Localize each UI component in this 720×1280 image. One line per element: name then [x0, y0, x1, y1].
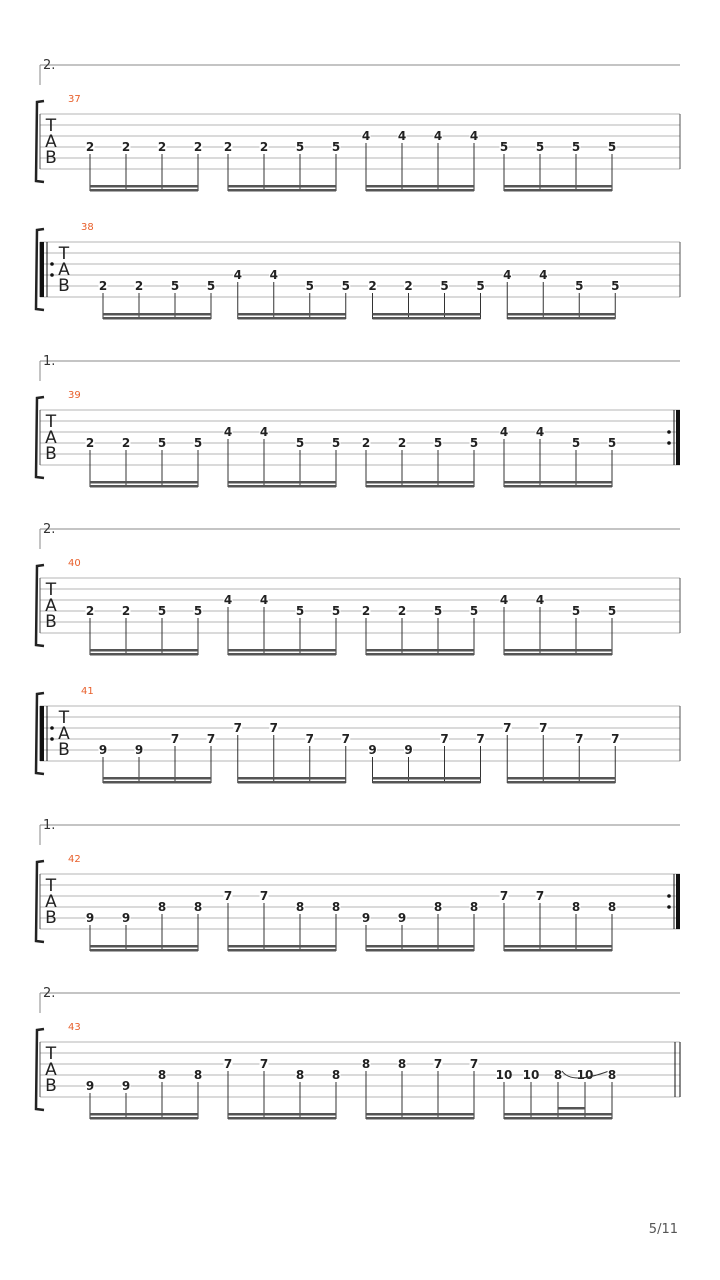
repeat-dot [667, 430, 671, 434]
fret-number: 2 [121, 140, 131, 154]
measure-number: 37 [68, 94, 81, 105]
beam-primary [504, 1113, 612, 1116]
beam-secondary [366, 949, 474, 952]
fret-number: 7 [433, 1057, 443, 1071]
fret-number: 8 [295, 900, 305, 914]
fret-number: 7 [223, 1057, 233, 1071]
beam-secondary [228, 189, 336, 192]
fret-number: 8 [607, 900, 617, 914]
tab-clef-letter: B [45, 444, 57, 464]
fret-number: 8 [295, 1068, 305, 1082]
fret-number: 9 [85, 1079, 95, 1093]
beam-primary [90, 481, 198, 484]
fret-number: 10 [495, 1068, 513, 1082]
beam-primary [504, 185, 612, 188]
tab-clef-letter: T [58, 708, 70, 728]
beam-secondary [373, 781, 481, 784]
beam-primary [366, 1113, 474, 1116]
repeat-dot [667, 894, 671, 898]
fret-number: 2 [397, 436, 407, 450]
beam-secondary [504, 485, 612, 488]
fret-number: 4 [269, 268, 278, 282]
fret-number: 5 [571, 140, 581, 154]
fret-number: 2 [397, 604, 407, 618]
fret-number: 5 [157, 436, 167, 450]
fret-number: 2 [85, 140, 95, 154]
fret-number: 5 [157, 604, 167, 618]
beam-secondary [366, 653, 474, 656]
beam-secondary [228, 949, 336, 952]
measure-number: 40 [68, 558, 81, 569]
fret-number: 5 [575, 279, 584, 293]
beam-primary [228, 1113, 336, 1116]
fret-number: 4 [361, 129, 371, 143]
fret-number: 5 [535, 140, 545, 154]
repeat-dot [50, 726, 54, 730]
fret-number: 9 [404, 743, 413, 757]
volta-label: 2. [43, 986, 56, 1001]
fret-number: 2 [157, 140, 167, 154]
beam-secondary [103, 317, 211, 320]
beam-primary [228, 945, 336, 948]
fret-number: 4 [535, 425, 545, 439]
fret-number: 4 [433, 129, 443, 143]
beam-tertiary [558, 1107, 585, 1110]
fret-number: 8 [157, 900, 167, 914]
tab-clef-letter: T [45, 876, 57, 896]
fret-number: 5 [193, 604, 203, 618]
beam-secondary [90, 949, 198, 952]
fret-number: 7 [611, 732, 620, 746]
fret-number: 5 [341, 279, 350, 293]
beam-primary [507, 777, 615, 780]
beam-secondary [504, 189, 612, 192]
tab-clef-letter: B [58, 740, 70, 760]
beam-secondary [366, 1117, 474, 1120]
fret-number: 2 [368, 279, 377, 293]
fret-number: 7 [259, 889, 269, 903]
measure-number: 39 [68, 390, 81, 401]
fret-number: 5 [170, 279, 180, 293]
fret-number: 5 [440, 279, 449, 293]
fret-number: 5 [206, 279, 216, 293]
beam-primary [366, 945, 474, 948]
tab-clef-letter: A [45, 428, 57, 448]
beam-primary [228, 481, 336, 484]
beam-secondary [238, 781, 346, 784]
volta-label: 1. [43, 818, 56, 833]
fret-number: 5 [571, 436, 581, 450]
fret-number: 5 [607, 604, 617, 618]
fret-number: 4 [223, 425, 233, 439]
fret-number: 2 [259, 140, 269, 154]
repeat-dot [50, 262, 54, 266]
fret-number: 10 [522, 1068, 540, 1082]
fret-number: 9 [121, 1079, 131, 1093]
fret-number: 5 [331, 140, 341, 154]
fret-number: 5 [571, 604, 581, 618]
fret-number: 5 [295, 436, 305, 450]
fret-number: 9 [361, 911, 371, 925]
fret-number: 9 [134, 743, 144, 757]
tab-clef-letter: B [45, 1076, 57, 1096]
repeat-dot [50, 737, 54, 741]
fret-number: 2 [361, 604, 371, 618]
fret-number: 5 [433, 604, 443, 618]
fret-number: 4 [539, 268, 548, 282]
fret-number: 8 [331, 1068, 341, 1082]
fret-number: 7 [469, 1057, 479, 1071]
fret-number: 4 [503, 268, 512, 282]
tab-clef-letter: A [58, 260, 70, 280]
fret-number: 5 [193, 436, 203, 450]
fret-number: 7 [341, 732, 350, 746]
fret-number: 10 [576, 1068, 594, 1082]
fret-number: 2 [361, 436, 371, 450]
tab-clef-letter: B [45, 908, 57, 928]
repeat-dot [667, 905, 671, 909]
beam-primary [90, 1113, 198, 1116]
tab-clef-letter: T [45, 580, 57, 600]
fret-number: 8 [433, 900, 443, 914]
tab-clef-letter: A [45, 132, 57, 152]
beam-secondary [90, 1117, 198, 1120]
beam-primary [504, 481, 612, 484]
fret-number: 8 [397, 1057, 407, 1071]
fret-number: 7 [233, 721, 242, 735]
beam-secondary [504, 949, 612, 952]
beam-secondary [228, 485, 336, 488]
tab-clef-letter: T [58, 244, 70, 264]
fret-number: 9 [397, 911, 407, 925]
beam-primary [373, 777, 481, 780]
fret-number: 4 [259, 593, 269, 607]
beam-secondary [366, 485, 474, 488]
tab-clef-letter: A [45, 892, 57, 912]
fret-number: 2 [121, 436, 131, 450]
fret-number: 7 [223, 889, 233, 903]
repeat-dot [50, 273, 54, 277]
beam-secondary [90, 189, 198, 192]
beam-secondary [228, 1117, 336, 1120]
fret-number: 4 [499, 593, 509, 607]
fret-number: 5 [476, 279, 485, 293]
fret-number: 7 [206, 732, 216, 746]
fret-number: 2 [193, 140, 203, 154]
fret-number: 5 [305, 279, 314, 293]
beam-primary [90, 649, 198, 652]
volta-label: 2. [43, 58, 56, 73]
fret-number: 5 [331, 604, 341, 618]
fret-number: 4 [223, 593, 233, 607]
beam-primary [228, 185, 336, 188]
tab-clef-letter: T [45, 412, 57, 432]
fret-number: 2 [85, 436, 95, 450]
tab-clef-letter: A [45, 1060, 57, 1080]
fret-number: 2 [223, 140, 233, 154]
tab-clef-letter: B [58, 276, 70, 296]
fret-number: 8 [469, 900, 479, 914]
page-number: 5/11 [648, 1222, 678, 1237]
fret-number: 5 [433, 436, 443, 450]
tab-clef-letter: T [45, 116, 57, 136]
beam-primary [228, 649, 336, 652]
fret-number: 8 [571, 900, 581, 914]
beam-secondary [507, 781, 615, 784]
fret-number: 9 [121, 911, 131, 925]
beam-primary [504, 649, 612, 652]
fret-number: 4 [259, 425, 269, 439]
fret-number: 7 [503, 721, 512, 735]
fret-number: 7 [170, 732, 180, 746]
fret-number: 4 [233, 268, 242, 282]
fret-number: 2 [85, 604, 95, 618]
fret-number: 7 [305, 732, 314, 746]
fret-number: 7 [269, 721, 278, 735]
beam-secondary [90, 485, 198, 488]
fret-number: 9 [85, 911, 95, 925]
beam-secondary [373, 317, 481, 320]
fret-number: 7 [535, 889, 545, 903]
fret-number: 7 [476, 732, 485, 746]
volta-label: 1. [43, 354, 56, 369]
fret-number: 5 [469, 604, 479, 618]
fret-number: 7 [575, 732, 584, 746]
fret-number: 5 [607, 436, 617, 450]
fret-number: 8 [331, 900, 341, 914]
fret-number: 2 [98, 279, 108, 293]
measure-number: 42 [68, 854, 81, 865]
beam-secondary [504, 653, 612, 656]
tab-clef-letter: B [45, 148, 57, 168]
fret-number: 8 [361, 1057, 371, 1071]
beam-secondary [504, 1117, 612, 1120]
measure-number: 38 [81, 222, 94, 233]
repeat-dot [667, 441, 671, 445]
beam-primary [90, 945, 198, 948]
fret-number: 4 [535, 593, 545, 607]
beam-primary [90, 185, 198, 188]
fret-number: 5 [607, 140, 617, 154]
beam-secondary [90, 653, 198, 656]
fret-number: 7 [539, 721, 548, 735]
beam-secondary [228, 653, 336, 656]
fret-number: 7 [259, 1057, 269, 1071]
fret-number: 4 [397, 129, 407, 143]
fret-number: 2 [404, 279, 413, 293]
tab-clef-letter: A [45, 596, 57, 616]
fret-number: 7 [499, 889, 509, 903]
beam-primary [238, 313, 346, 316]
fret-number: 5 [469, 436, 479, 450]
fret-number: 8 [553, 1068, 563, 1082]
beam-primary [103, 313, 211, 316]
beam-primary [103, 777, 211, 780]
fret-number: 2 [121, 604, 131, 618]
fret-number: 4 [469, 129, 479, 143]
fret-number: 5 [295, 140, 305, 154]
fret-number: 8 [193, 1068, 203, 1082]
fret-number: 8 [157, 1068, 167, 1082]
fret-number: 5 [295, 604, 305, 618]
measure-number: 41 [81, 686, 94, 697]
fret-number: 8 [607, 1068, 617, 1082]
fret-number: 7 [440, 732, 449, 746]
beam-primary [366, 185, 474, 188]
tab-clef-letter: B [45, 612, 57, 632]
beam-secondary [103, 781, 211, 784]
fret-number: 5 [611, 279, 620, 293]
fret-number: 4 [499, 425, 509, 439]
beam-primary [238, 777, 346, 780]
tab-clef-letter: A [58, 724, 70, 744]
fret-number: 5 [499, 140, 509, 154]
beam-secondary [507, 317, 615, 320]
fret-number: 9 [98, 743, 108, 757]
beam-secondary [238, 317, 346, 320]
fret-number: 5 [331, 436, 341, 450]
beam-primary [366, 649, 474, 652]
measure-number: 43 [68, 1022, 81, 1033]
beam-secondary [366, 189, 474, 192]
beam-primary [504, 945, 612, 948]
beam-primary [507, 313, 615, 316]
volta-label: 2. [43, 522, 56, 537]
fret-number: 9 [368, 743, 377, 757]
fret-number: 2 [134, 279, 144, 293]
beam-primary [366, 481, 474, 484]
tab-clef-letter: T [45, 1044, 57, 1064]
beam-primary [373, 313, 481, 316]
fret-number: 8 [193, 900, 203, 914]
